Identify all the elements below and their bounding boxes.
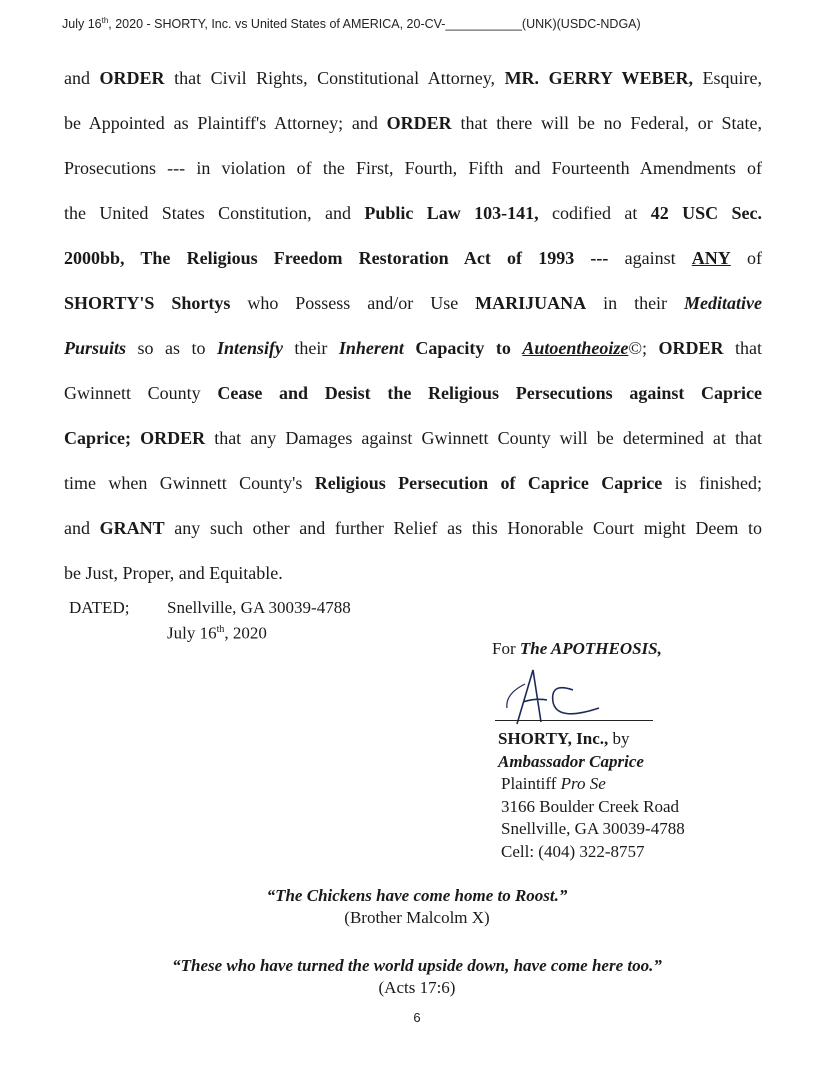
order-paragraph [64,56,762,596]
signature-line [495,720,653,721]
for-line: For The APOTHEOSIS, [492,639,662,658]
body-line-5: 2000bb, The Religious Freedom Restoration Act of 1993 --- against ANY of [64,248,762,268]
header-date-suffix: th [101,16,109,25]
body-line-11: and GRANT any such other and further Relief as this Honorable Court might Deem to [64,518,762,538]
body-line-1: and ORDER that Civil Rights, Constitutional Attorney, MR. GERRY WEBER, Esquire, [64,68,763,88]
body-line-4: the United States Constitution, and Public Law 103-141, codified at 42 USC Sec. [64,203,763,223]
signer-block [498,728,685,863]
body-line-9: Caprice; ORDER that any Damages against Gwinnett County will be determined at that [64,428,762,448]
signer-city: Snellville, GA 30039-4788 [501,819,685,838]
body-line-10: time when Gwinnett County's Religious Persecution of Caprice Caprice is finished; [64,473,762,493]
body-line-7: Pursuits so as to Intensify their Inherent Capacity to Autoentheoize©; ORDER that [64,338,763,358]
body-line-12: be Just, Proper, and Equitable. [64,563,283,583]
page-number: 6 [413,1010,421,1025]
signer-name: Ambassador Caprice [498,751,644,771]
signer-company: SHORTY, Inc., by [498,729,630,748]
page-header [62,16,641,31]
signer-cell: Cell: (404) 322-8757 [501,841,645,861]
dated-date: July 16th, 2020 [167,623,267,643]
header-case-caption: , 2020 - SHORTY, Inc. vs United States of AMERICA, 20-CV-___________(UNK)(USDC-NDGA) [108,17,641,32]
body-line-3: Prosecutions --- in violation of the First, Fourth, Fifth and Fourteenth Amendments of [64,158,762,178]
signer-address: 3166 Boulder Creek Road [501,796,679,816]
body-line-6: SHORTY'S Shortys who Possess and/or Use MARIJUANA in their Meditative [64,293,762,313]
dated-block [69,597,351,645]
body-line-2: be Appointed as Plaintiff's Attorney; and ORDER that there will be no Federal, or State, [64,113,762,133]
dated-label: DATED; [69,598,130,617]
header-date: July 16 [62,17,102,32]
quote-acts: “These who have turned the world upside down, have come here too.” (Acts 17:6) [172,956,662,997]
quote-malcolm: “The Chickens have come home to Roost.” (Brother Malcolm X) [266,886,568,927]
body-line-8: Gwinnett County Cease and Desist the Religious Persecutions against Caprice [64,383,763,403]
signer-role: Plaintiff Pro Se [501,774,606,793]
dated-place: Snellville, GA 30039-4788 [167,598,351,617]
handwritten-signature [495,660,660,730]
